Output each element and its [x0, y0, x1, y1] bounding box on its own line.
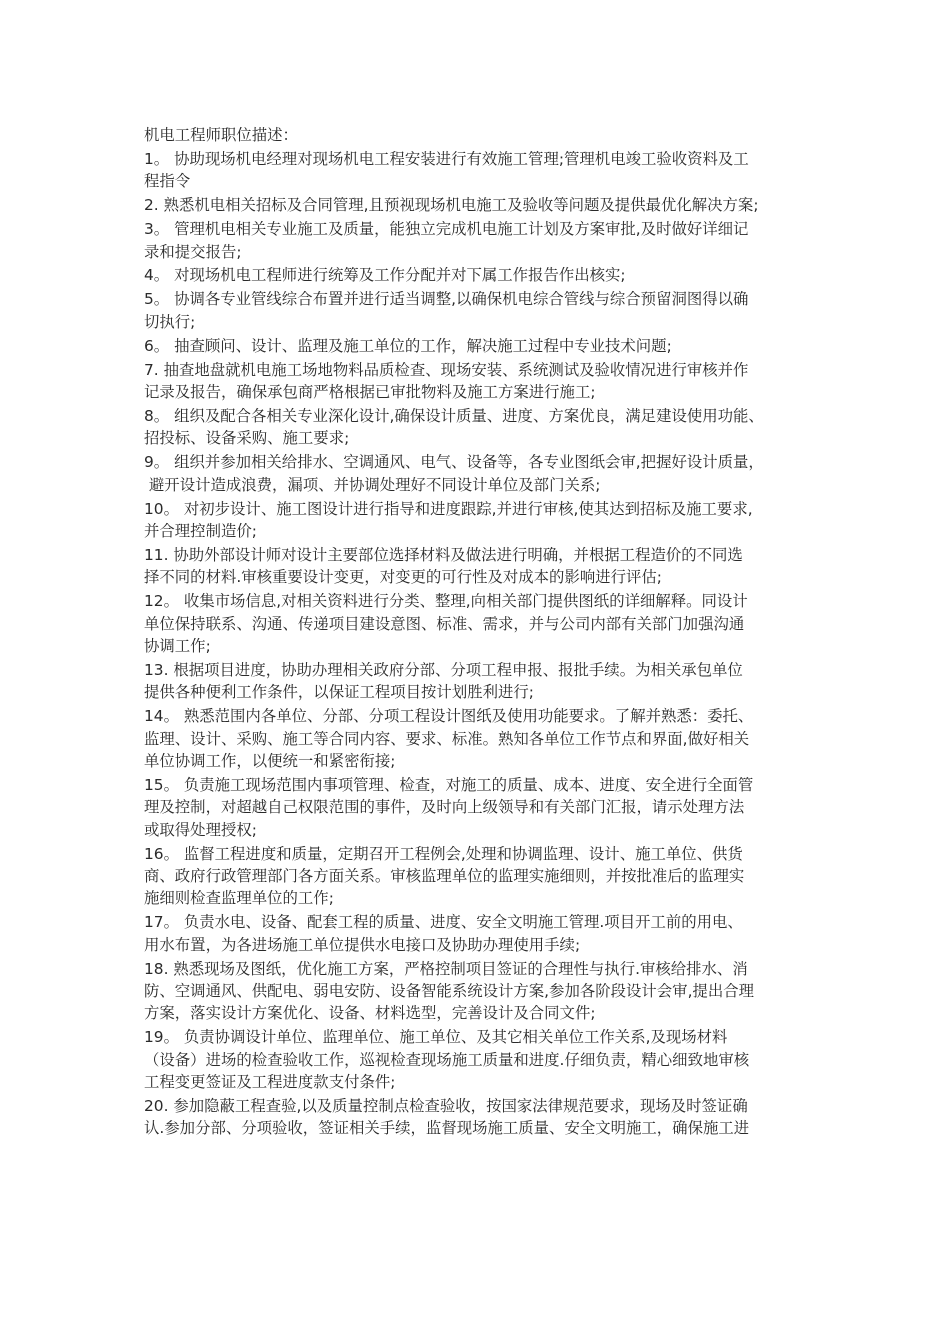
duty-item-line: （设备）进场的检查验收工作，巡视检查现场施工质量和进度.仔细负责，精心细致地审核	[144, 1050, 750, 1069]
duty-item-line: 切执行;	[144, 312, 196, 331]
duty-item-line: 记录及报告，确保承包商严格根据已审批物料及施工方案进行施工;	[144, 382, 596, 401]
duty-item-line: 理及控制，对超越自己权限范围的事件，及时向上级领导和有关部门汇报，请示处理方法	[144, 798, 745, 817]
duty-item-line: 用水布置，为各进场施工单位提供水电接口及协助办理使用手续;	[144, 935, 581, 954]
duty-item	[144, 958, 820, 1025]
duty-item-line: 或取得处理授权;	[144, 820, 257, 839]
duty-item	[144, 544, 820, 589]
duty-item	[144, 843, 820, 910]
duty-item	[144, 911, 820, 956]
duty-item-line: 录和提交报告;	[144, 242, 242, 261]
duty-item	[144, 335, 820, 357]
duty-item	[144, 194, 820, 216]
duty-item	[144, 1026, 820, 1093]
duty-item-line: 10。 对初步设计、施工图设计进行指导和进度跟踪,并进行审核,使其达到招标及施工要求,	[144, 499, 753, 518]
duty-item-line: 方案，落实设计方案优化、设备、材料选型，完善设计及合同文件;	[144, 1004, 596, 1023]
duty-item-line: 避开设计造成浪费，漏项、并协调处理好不同设计单位及部门关系;	[144, 475, 601, 494]
duty-item-line: 15。 负责施工现场范围内事项管理、检查，对施工的质量、成本、进度、安全进行全面管	[144, 775, 754, 794]
duty-item	[144, 451, 820, 496]
duty-item	[144, 405, 820, 450]
duty-item-line: 施细则检查监理单位的工作;	[144, 889, 334, 908]
duty-item	[144, 148, 820, 193]
duty-item-line: 5。 协调各专业管线综合布置并进行适当调整,以确保机电综合管线与综合预留洞图得以确	[144, 290, 749, 309]
duty-item-line: 单位协调工作，以便统一和紧密衔接;	[144, 751, 396, 770]
duty-item-line: 监理、设计、采购、施工等合同内容、要求、标准。熟知各单位工作节点和界面,做好相关	[144, 729, 750, 748]
duty-item-line: 9。 组织并参加相关给排水、空调通风、电气、设备等，各专业图纸会审,把握好设计质量，	[144, 453, 764, 472]
duty-item-line: 13. 根据项目进度，协助办理相关政府分部、分项工程申报、报批手续。为相关承包单位	[144, 660, 743, 679]
duty-item	[144, 288, 820, 333]
duty-item-line: 18. 熟悉现场及图纸，优化施工方案，严格控制项目签证的合理性与执行.审核给排水、消	[144, 959, 748, 978]
duty-item	[144, 590, 820, 657]
duty-item	[144, 264, 820, 286]
duty-item-line: 7. 抽查地盘就机电施工场地物料品质检查、现场安装、系统测试及验收情况进行审核并作	[144, 360, 749, 379]
duty-item-line: 1。 协助现场机电经理对现场机电工程安装进行有效施工管理;管理机电竣工验收资料及工	[144, 149, 749, 168]
duty-item	[144, 705, 820, 772]
duty-item	[144, 659, 820, 704]
duty-item	[144, 1095, 820, 1140]
duty-item-line: 4。 对现场机电工程师进行统筹及工作分配并对下属工作报告作出核实;	[144, 266, 626, 285]
duty-item-line: 协调工作;	[144, 636, 211, 655]
duty-item-line: 择不同的材料.审核重要设计变更，对变更的可行性及对成本的影响进行评估;	[144, 568, 662, 587]
duty-item-line: 20. 参加隐蔽工程查验,以及质量控制点检查验收，按国家法律规范要求，现场及时签证确	[144, 1097, 748, 1116]
duty-item-line: 11. 协助外部设计师对设计主要部位选择材料及做法进行明确，并根据工程造价的不同选	[144, 545, 743, 564]
duty-item-line: 防、空调通风、供配电、弱电安防、设备智能系统设计方案,参加各阶段设计会审,提出合理	[144, 982, 755, 1001]
duty-item	[144, 359, 820, 404]
duty-item-line: 招投标、设备采购、施工要求;	[144, 429, 350, 448]
duty-item	[144, 498, 820, 543]
duty-item-line: 8。 组织及配合各相关专业深化设计,确保设计质量、进度、方案优良，满足建设使用功能、	[144, 406, 764, 425]
duty-item-line: 工程变更签证及工程进度款支付条件;	[144, 1073, 396, 1092]
duty-item-line: 19。 负责协调设计单位、监理单位、施工单位、及其它相关单位工作关系,及现场材料	[144, 1028, 728, 1047]
duty-item-line: 14。 熟悉范围内各单位、分部、分项工程设计图纸及使用功能要求。了解并熟悉：委托、	[144, 707, 754, 726]
document-title: 机电工程师职位描述：	[144, 126, 298, 144]
duty-item-line: 商、政府行政管理部门各方面关系。审核监理单位的监理实施细则，并按批准后的监理实	[144, 867, 745, 885]
duty-item-line: 3。 管理机电相关专业施工及质量，能独立完成机电施工计划及方案审批,及时做好详细记	[144, 220, 749, 239]
duty-item-line: 17。 负责水电、设备、配套工程的质量、进度、安全文明施工管理.项目开工前的用电、	[144, 913, 743, 932]
duty-item-line: 12。 收集市场信息,对相关资料进行分类、整理,向相关部门提供图纸的详细解释。同设计	[144, 592, 748, 611]
document-body	[144, 124, 820, 1141]
duty-list	[144, 148, 820, 1140]
duty-item-line: 单位保持联系、沟通、传递项目建设意图、标准、需求，并与公司内部有关部门加强沟通	[144, 614, 745, 633]
duty-item	[144, 218, 820, 263]
duty-item-line: 程指令	[144, 172, 191, 191]
duty-item	[144, 774, 820, 841]
duty-item-line: 16。 监督工程进度和质量，定期召开工程例会,处理和协调监理、设计、施工单位、供货	[144, 844, 743, 863]
duty-item-line: 并合理控制造价;	[144, 521, 257, 540]
duty-item-line: 6。 抽查顾问、设计、监理及施工单位的工作，解决施工过程中专业技术问题;	[144, 336, 672, 355]
duty-item-line: 认.参加分部、分项验收，签证相关手续，监督现场施工质量、安全文明施工，确保施工进	[144, 1119, 750, 1138]
duty-item-line: 提供各种便利工作条件，以保证工程项目按计划胜利进行;	[144, 683, 534, 702]
duty-item-line: 2. 熟悉机电相关招标及合同管理,且预视现场机电施工及验收等问题及提供最优化解决方案;	[144, 196, 759, 215]
